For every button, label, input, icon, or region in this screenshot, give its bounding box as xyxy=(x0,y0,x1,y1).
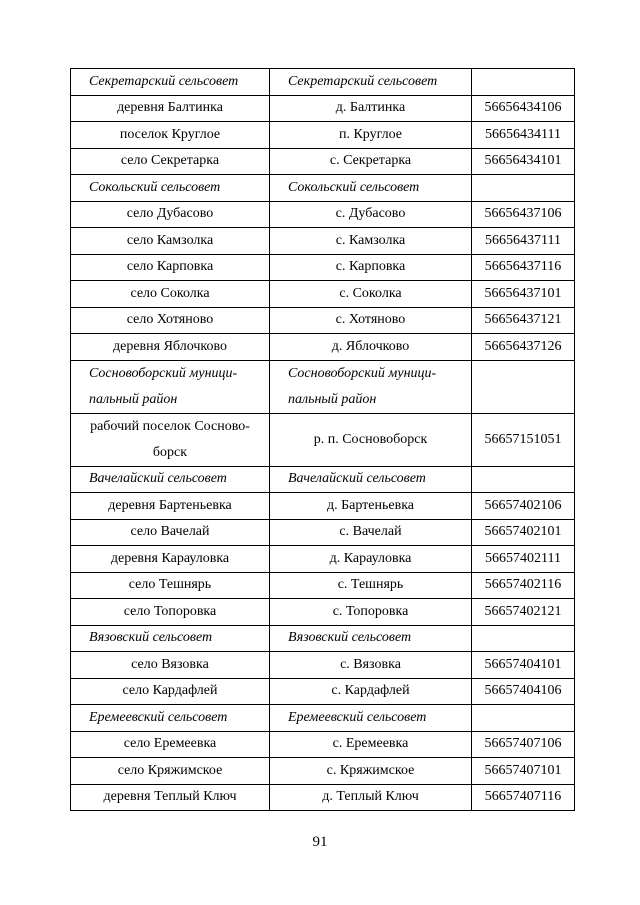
code-cell xyxy=(472,360,575,413)
settlement-abbr-cell: с. Топоровка xyxy=(270,599,472,626)
code-cell xyxy=(472,466,575,493)
table-row xyxy=(71,784,575,811)
code-cell: 56657404106 xyxy=(472,678,575,705)
settlement-name-cell: село Камзолка xyxy=(71,228,270,255)
group-name-cell: Еремеевский сельсовет xyxy=(71,705,270,732)
settlement-name-line-1: рабочий поселок Сосново- xyxy=(90,418,250,434)
code-cell: 56657407116 xyxy=(472,784,575,811)
table-row-group xyxy=(71,466,575,493)
settlement-name-cell: деревня Балтинка xyxy=(71,95,270,122)
group-abbr-line-1: Сосновоборский муници- xyxy=(288,365,437,381)
group-abbr-cell: Вачелайский сельсовет xyxy=(270,466,472,493)
settlement-abbr-cell: с. Вачелай xyxy=(270,519,472,546)
table-row xyxy=(71,95,575,122)
settlement-abbr-cell: с. Вязовка xyxy=(270,652,472,679)
settlement-name-cell: село Хотяново xyxy=(71,307,270,334)
table-row xyxy=(71,122,575,149)
table-row xyxy=(71,493,575,520)
settlement-abbr-cell: с. Дубасово xyxy=(270,201,472,228)
settlement-name-cell: село Еремеевка xyxy=(71,731,270,758)
code-cell: 56657402106 xyxy=(472,493,575,520)
table-row-group xyxy=(71,69,575,96)
table-row xyxy=(71,758,575,785)
table-row-group xyxy=(71,360,575,413)
table-row xyxy=(71,678,575,705)
code-cell: 56657402121 xyxy=(472,599,575,626)
settlement-abbr-cell: с. Еремеевка xyxy=(270,731,472,758)
code-cell: 56657407106 xyxy=(472,731,575,758)
group-name-cell xyxy=(71,360,270,413)
table-row-group xyxy=(71,625,575,652)
settlements-table xyxy=(70,68,575,811)
settlement-abbr-cell: с. Кардафлей xyxy=(270,678,472,705)
code-cell xyxy=(472,175,575,202)
group-name-cell: Сокольский сельсовет xyxy=(71,175,270,202)
settlement-name-cell: село Вязовка xyxy=(71,652,270,679)
table-row xyxy=(71,599,575,626)
settlement-name-cell: поселок Круглое xyxy=(71,122,270,149)
code-cell: 56657404101 xyxy=(472,652,575,679)
settlement-name-line-2: борск xyxy=(152,444,188,460)
settlement-abbr-cell: с. Тешнярь xyxy=(270,572,472,599)
code-cell: 56656434101 xyxy=(472,148,575,175)
code-cell: 56656434111 xyxy=(472,122,575,149)
code-cell: 56656437111 xyxy=(472,228,575,255)
group-name-cell: Вязовский сельсовет xyxy=(71,625,270,652)
settlement-name-cell: село Тешнярь xyxy=(71,572,270,599)
settlement-name-cell: село Топоровка xyxy=(71,599,270,626)
settlement-name-cell: село Дубасово xyxy=(71,201,270,228)
settlement-abbr-cell: д. Балтинка xyxy=(270,95,472,122)
group-abbr-cell: Еремеевский сельсовет xyxy=(270,705,472,732)
table-row xyxy=(71,572,575,599)
table-row xyxy=(71,281,575,308)
settlement-name-cell: деревня Бартеньевка xyxy=(71,493,270,520)
settlement-name-cell: деревня Теплый Ключ xyxy=(71,784,270,811)
group-name-line-2: пальный район xyxy=(89,391,178,407)
group-abbr-line-2: пальный район xyxy=(288,391,377,407)
settlement-abbr-cell: с. Камзолка xyxy=(270,228,472,255)
table-row xyxy=(71,731,575,758)
table-row xyxy=(71,413,575,466)
settlement-abbr-cell: с. Секретарка xyxy=(270,148,472,175)
settlement-name-cell: деревня Карауловка xyxy=(71,546,270,573)
settlement-abbr-cell: д. Бартеньевка xyxy=(270,493,472,520)
group-name-cell: Секретарский сельсовет xyxy=(71,69,270,96)
settlement-abbr-cell: с. Хотяново xyxy=(270,307,472,334)
code-cell: 56657402111 xyxy=(472,546,575,573)
table-row xyxy=(71,307,575,334)
settlement-name-cell: село Секретарка xyxy=(71,148,270,175)
table-row-group xyxy=(71,705,575,732)
settlement-abbr-cell: д. Карауловка xyxy=(270,546,472,573)
code-cell: 56657151051 xyxy=(472,413,575,466)
settlement-abbr-cell: с. Кряжимское xyxy=(270,758,472,785)
group-abbr-cell: Секретарский сельсовет xyxy=(270,69,472,96)
settlement-abbr-cell: с. Соколка xyxy=(270,281,472,308)
settlement-abbr-cell: п. Круглое xyxy=(270,122,472,149)
table-row xyxy=(71,201,575,228)
group-abbr-cell xyxy=(270,360,472,413)
settlement-name-cell: село Карповка xyxy=(71,254,270,281)
group-name-line-1: Сосновоборский муници- xyxy=(89,365,238,381)
code-cell xyxy=(472,625,575,652)
settlement-name-cell: село Кардафлей xyxy=(71,678,270,705)
settlement-name-cell: село Вачелай xyxy=(71,519,270,546)
settlement-abbr-cell: с. Карповка xyxy=(270,254,472,281)
settlement-name-cell: село Соколка xyxy=(71,281,270,308)
table-row xyxy=(71,148,575,175)
table-row xyxy=(71,228,575,255)
group-name-cell: Вачелайский сельсовет xyxy=(71,466,270,493)
table-row xyxy=(71,334,575,361)
code-cell: 56656437106 xyxy=(472,201,575,228)
settlement-name-cell: село Кряжимское xyxy=(71,758,270,785)
settlement-abbr-cell: д. Теплый Ключ xyxy=(270,784,472,811)
settlement-name-cell xyxy=(71,413,270,466)
page-number: 91 xyxy=(312,834,328,850)
code-cell: 56656437116 xyxy=(472,254,575,281)
table-row xyxy=(71,546,575,573)
code-cell xyxy=(472,705,575,732)
table-row xyxy=(71,652,575,679)
code-cell: 56657407101 xyxy=(472,758,575,785)
table-row xyxy=(71,519,575,546)
table-row xyxy=(71,254,575,281)
code-cell xyxy=(472,69,575,96)
code-cell: 56656437101 xyxy=(472,281,575,308)
table-row-group xyxy=(71,175,575,202)
code-cell: 56656437126 xyxy=(472,334,575,361)
code-cell: 56657402101 xyxy=(472,519,575,546)
settlement-abbr-cell: д. Яблочково xyxy=(270,334,472,361)
settlement-abbr-cell: р. п. Сосновоборск xyxy=(270,413,472,466)
code-cell: 56656437121 xyxy=(472,307,575,334)
group-abbr-cell: Вязовский сельсовет xyxy=(270,625,472,652)
code-cell: 56656434106 xyxy=(472,95,575,122)
code-cell: 56657402116 xyxy=(472,572,575,599)
settlement-name-cell: деревня Яблочково xyxy=(71,334,270,361)
group-abbr-cell: Сокольский сельсовет xyxy=(270,175,472,202)
